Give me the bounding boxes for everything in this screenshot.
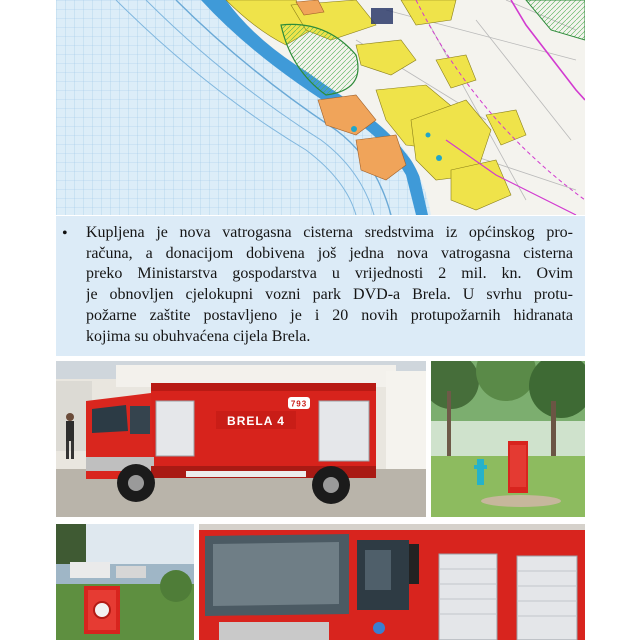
hydrant-park-photo [431, 361, 585, 517]
text-line: računa, a donacijom dobivena još jedna nova vatrogasna cisterna [86, 244, 573, 262]
urban-plan-map [56, 0, 585, 215]
text-line: Kupljena je nova vatrogasna cisterna sredstvima iz općinskog pro- [86, 224, 573, 241]
fire-truck-illustration [56, 361, 426, 517]
hydrant-cabinet-illustration [56, 524, 194, 640]
truck-cab-illustration [199, 524, 585, 640]
info-text-box [56, 216, 585, 356]
truck-number-badge: 793 [290, 399, 308, 409]
map-graphic [56, 0, 585, 215]
hydrant-cabinet-photo [56, 524, 194, 640]
truck-side-label: BRELA 4 [227, 414, 285, 428]
text-line: požarne zaštite postavljeno je i 20 novih protupožarnih hidranata [86, 306, 573, 324]
text-line: kojima su obuhvaćena cijela Brela. [86, 327, 311, 345]
text-line: preko Ministarstva gospodarstva u vrijednosti 2 mil. kn. Ovim [86, 265, 573, 283]
park-hydrant-illustration [431, 361, 585, 517]
bullet-point: • [62, 225, 68, 242]
fire-truck-cab-photo [199, 524, 585, 640]
fire-truck-photo [56, 361, 426, 517]
text-line: je obnovljen cjelokupni vozni park DVD-a Brela. U svrhu protu- [86, 286, 573, 304]
